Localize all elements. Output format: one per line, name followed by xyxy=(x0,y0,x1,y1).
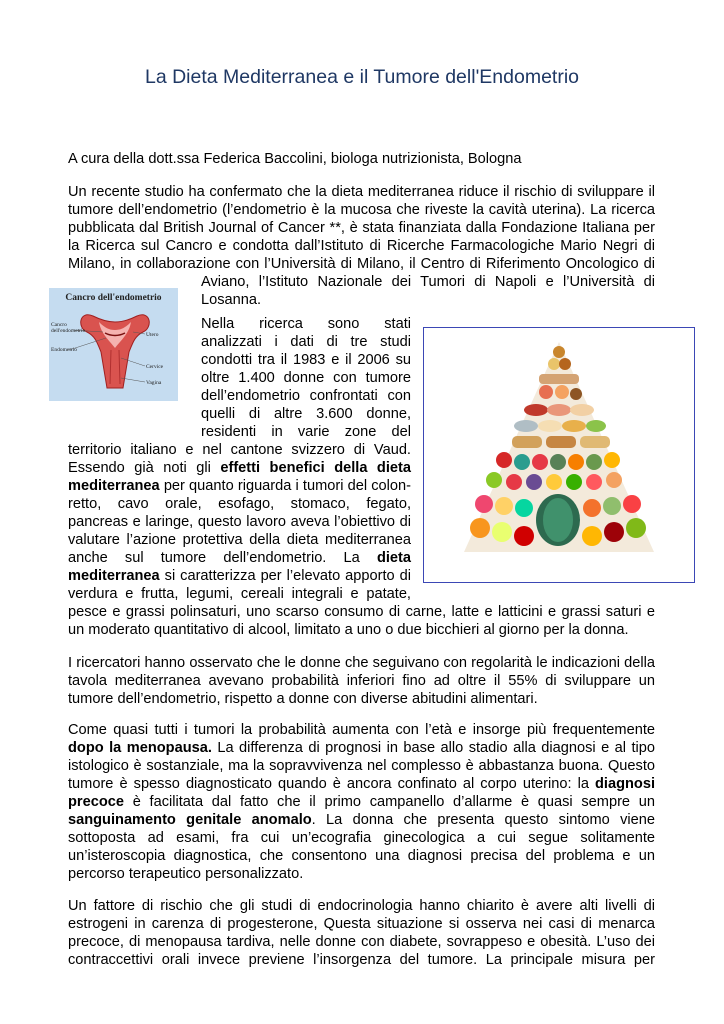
text-line: sottoposta ad esami, fra cui un’ecografia ginecologica a cui segue solitamente xyxy=(68,830,655,846)
text-line: Essendo già noti gli effetti benefici della dieta xyxy=(68,460,411,476)
food-pyramid-illustration xyxy=(424,328,694,582)
text-line: sanguinamento genitale anomalo. La donna che presenta questo sintomo viene xyxy=(68,812,655,828)
text-line: estrogeni in carenza di progesterone, Questa situazione si osserva nei casi di menarca xyxy=(68,916,655,932)
text-line: Nella ricerca sono stati xyxy=(201,316,411,332)
text-line: Losanna. xyxy=(201,292,262,308)
text-line: retto, cavo orale, esofago, stomaco, fegato, xyxy=(68,496,411,512)
text-line: oltre 1.400 donne con tumore xyxy=(201,370,411,386)
text-line: un moderato quantitativo di alcool, limitato a uno o due bicchieri al giorno per la donna. xyxy=(68,622,629,638)
endometrium-anatomy-figure xyxy=(49,288,178,401)
text-line: precoce, di menopausa tardiva, nelle donne con diabete, sovrappeso e obesità. L’uso dei xyxy=(68,934,655,950)
text-line: verdura e frutta, legumi, cereali integrali e patate, xyxy=(68,586,411,602)
text-line: quelli di altre 3.600 donne, xyxy=(201,406,411,422)
text-line: pubblicata dal British Journal of Cancer **, è stata finanziata dalla Fondazione Italiana per xyxy=(68,220,655,236)
text-line: I ricercatori hanno osservato che le donne che seguivano con regolarità le indicazioni della xyxy=(68,655,655,671)
label-vagina: Vagina xyxy=(146,380,162,386)
text-line: residenti in varie zone del xyxy=(201,424,411,440)
text-line: Aviano, l’Istituto Nazionale dei Tumori di Napoli e l’Università di xyxy=(201,274,655,290)
text-line: un’isteroscopia diagnostica, che consentono una diagnosi precisa del problema e un xyxy=(68,848,655,864)
text-line: anche sul tumore dell’endometrio. La dieta xyxy=(68,550,411,566)
text-line: Un fattore di rischio che gli studi di endocrinologia hanno chiarito è avere alti livelli di xyxy=(68,898,655,914)
text-line: mediterranea per quanto riguarda i tumori del colon- xyxy=(68,478,411,494)
text-line: la Ricerca sul Cancro e condotta dall’Istituto di Ricerche Farmacologiche Mario Negri di xyxy=(68,238,655,254)
figure-caption: Cancro dell'endometrio xyxy=(65,293,162,303)
text-line: tavola mediterranea avevano probabilità inferiori fino ad oltre il 55% di sviluppare un xyxy=(68,673,655,689)
text-line: tumore è spesso diagnosticato quando è ancora confinato al corpo uterino: la diagnosi xyxy=(68,776,655,792)
text-line: dopo la menopausa. La differenza di prognosi in base allo stadio alla diagnosi e al tipo xyxy=(68,740,656,756)
text-line: mediterranea si caratterizza per l’elevato apporto di xyxy=(68,568,411,584)
text-line: valutare l’azione protettiva della dieta mediterranea xyxy=(68,532,411,548)
text-line: Milano, in collaborazione con l’Università di Milano, il Centro di Riferimento Oncologico di xyxy=(68,256,655,272)
page-title: La Dieta Mediterranea e il Tumore dell'Endometrio xyxy=(144,66,580,88)
label-cancro-endometrio: dell'endometrio xyxy=(51,328,86,334)
text-line: istologico è sostanziale, ma la sopravvivenza nel complesso è abbastanza buona. Questo xyxy=(68,758,655,774)
text-line: tumore dell’endometrio, rispetto a donne con diverse abitudini alimentari. xyxy=(68,691,538,707)
text-line: Come quasi tutti i tumori la probabilità aumenta con l’età e insorge più frequentemente xyxy=(68,722,655,738)
text-line: tumore dell’endometrio (l’endometrio è la mucosa che riveste la cavità uterina). La ricerca xyxy=(68,202,655,218)
text-line: condotti tra il 1983 e il 2006 su xyxy=(201,352,411,368)
text-line: analizzati i dati di tre studi xyxy=(201,334,411,350)
label-endometrio: Endometrio xyxy=(51,347,77,353)
text-line: percorso terapeutico personalizzato. xyxy=(68,866,304,882)
food-pyramid-figure xyxy=(423,327,695,583)
text-line: precoce è facilitata dal fatto che il primo campanello d’allarme è quasi sempre un xyxy=(68,794,655,810)
text-line: pesce e grassi polinsaturi, uno scarso consumo di carne, latte e latticini e grassi saturi e xyxy=(68,604,655,620)
label-utero: Utero xyxy=(146,332,159,338)
label-cancro: Cancro xyxy=(51,322,67,328)
text-line: dell’endometrio confrontati con xyxy=(201,388,411,404)
author-line: A cura della dott.ssa Federica Baccolini, biologa nutrizionista, Bologna xyxy=(68,151,522,167)
label-cervice: Cervice xyxy=(146,364,164,370)
text-line: territorio italiano e nel cantone svizzero di Vaud. xyxy=(68,442,411,458)
text-line: pancreas e laringe, questo lavoro aveva l’obiettivo di xyxy=(68,514,411,530)
text-line: Un recente studio ha confermato che la dieta mediterranea riduce il rischio di sviluppare il xyxy=(68,184,655,200)
text-line: contraccettivi orali invece previene l’insorgenza del tumore. La principale misura per xyxy=(68,952,655,968)
